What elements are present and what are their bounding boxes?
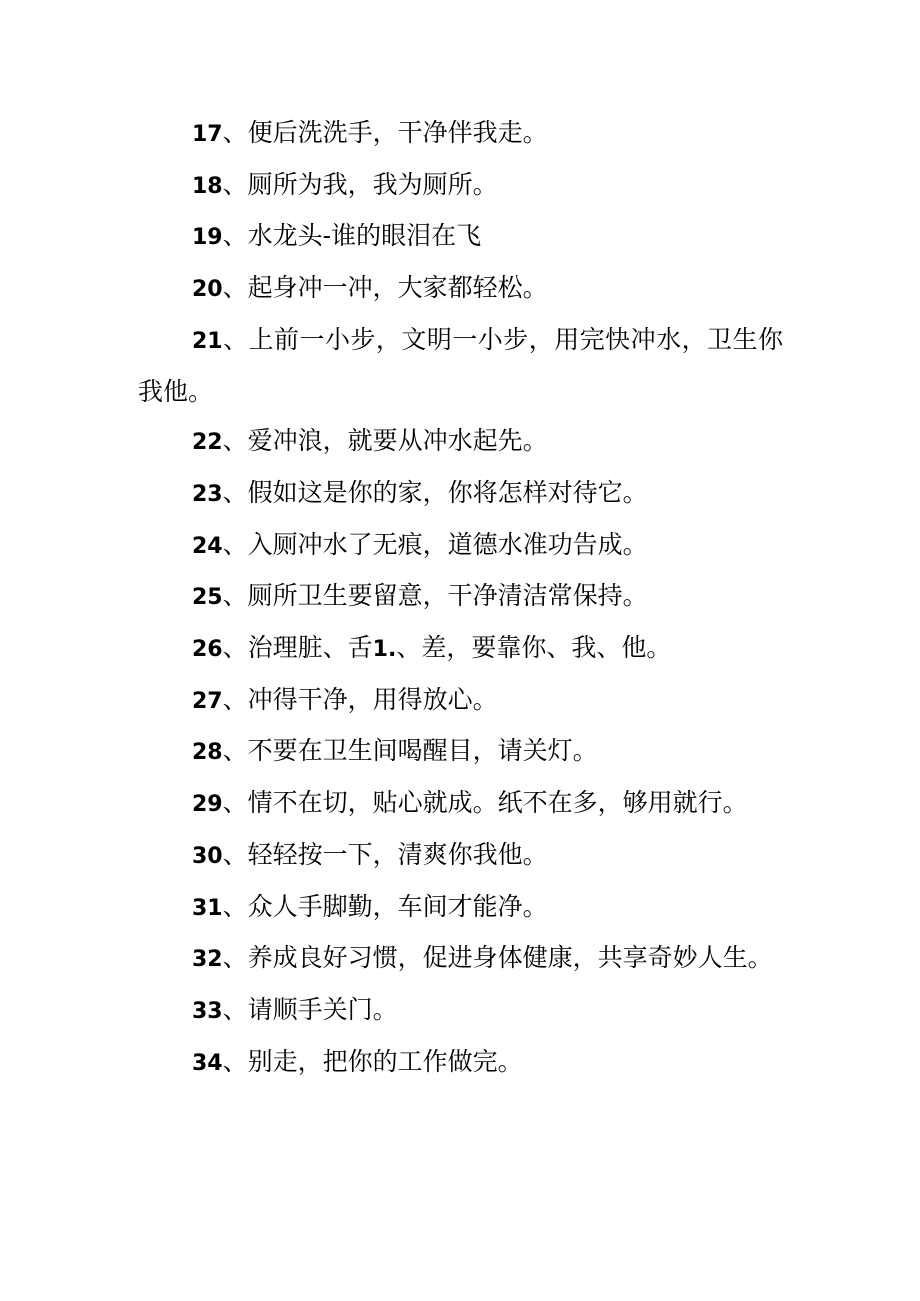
item-number: 24 [192, 533, 223, 559]
slogan-list [138, 108, 783, 1088]
list-item [138, 571, 783, 623]
list-item [138, 160, 783, 212]
item-separator: 、 [222, 943, 248, 973]
item-text: 起身冲一冲，大家都轻松。 [247, 273, 548, 303]
item-separator: 、 [222, 1046, 248, 1076]
item-number: 32 [192, 947, 223, 973]
list-item [138, 468, 783, 520]
list-item [138, 263, 783, 315]
item-separator: 、 [222, 426, 248, 456]
list-item [138, 1037, 783, 1089]
list-item [138, 520, 783, 572]
list-item [138, 416, 783, 468]
item-text: 别走，把你的工作做完。 [247, 1046, 523, 1076]
item-number: 29 [192, 792, 223, 818]
item-number: 17 [192, 122, 223, 147]
item-inline-bold: 1. [372, 637, 397, 663]
item-number: 22 [192, 430, 223, 456]
list-item [138, 830, 783, 882]
item-separator: 、 [222, 581, 248, 611]
list-item [138, 675, 783, 727]
item-text: 便后洗洗手，干净伴我走。 [247, 118, 548, 147]
list-item [138, 985, 783, 1037]
item-separator: 、 [222, 839, 248, 869]
item-separator: 、 [222, 221, 248, 251]
list-item [138, 778, 783, 830]
item-separator: 、 [222, 788, 248, 818]
item-separator: 、 [222, 273, 248, 303]
item-text: 厕所卫生要留意，干净清洁常保持。 [247, 581, 648, 611]
item-number: 20 [192, 277, 223, 303]
item-text: 养成良好习惯，促进身体健康，共享奇妙人生。 [247, 943, 773, 973]
item-number: 19 [192, 225, 223, 251]
list-item [138, 882, 783, 934]
item-separator: 、 [222, 684, 248, 714]
item-separator: 、 [222, 994, 248, 1024]
item-separator: 、 [222, 324, 249, 354]
list-item [138, 623, 783, 675]
item-number: 27 [192, 688, 223, 714]
item-separator: 、 [222, 633, 248, 663]
item-text: 水龙头-谁的眼泪在飞 [247, 221, 482, 251]
item-separator: 、 [222, 736, 248, 766]
list-item [138, 315, 783, 416]
list-item [138, 726, 783, 778]
item-text: 轻轻按一下，清爽你我他。 [247, 839, 548, 869]
item-text: 众人手脚勤，车间才能净。 [247, 891, 548, 921]
item-number: 25 [192, 585, 223, 611]
item-text: 入厕冲水了无痕，道德水准功告成。 [247, 529, 648, 559]
item-number: 26 [192, 637, 223, 663]
list-item [138, 933, 783, 985]
list-item [138, 108, 783, 160]
item-text: 情不在切，贴心就成。纸不在多，够用就行。 [247, 788, 748, 818]
list-item [138, 211, 783, 263]
item-text: 不要在卫生间喝醒目，请关灯。 [247, 736, 598, 766]
item-text: 请顺手关门。 [247, 994, 398, 1024]
item-number: 21 [192, 328, 223, 354]
item-separator: 、 [222, 529, 248, 559]
item-separator: 、 [222, 891, 248, 921]
item-text: 上前一小步，文明一小步，用完快冲水，卫生你我他。 [138, 324, 783, 406]
item-text: 假如这是你的家，你将怎样对待它。 [247, 477, 648, 507]
item-number: 31 [192, 895, 223, 921]
item-text: 治理脏、舌 [247, 633, 373, 663]
item-number: 33 [192, 998, 223, 1024]
item-number: 18 [192, 173, 223, 199]
item-text: 、差，要靠你、我、他。 [396, 633, 672, 663]
item-text: 厕所为我，我为厕所。 [247, 169, 498, 199]
item-number: 28 [192, 740, 223, 766]
item-separator: 、 [222, 118, 248, 147]
item-text: 爱冲浪，就要从冲水起先。 [247, 426, 548, 456]
item-separator: 、 [222, 169, 248, 199]
item-text: 冲得干净，用得放心。 [247, 684, 498, 714]
item-number: 23 [192, 481, 223, 507]
item-number: 30 [192, 843, 223, 869]
item-separator: 、 [222, 477, 248, 507]
item-number: 34 [192, 1050, 223, 1076]
